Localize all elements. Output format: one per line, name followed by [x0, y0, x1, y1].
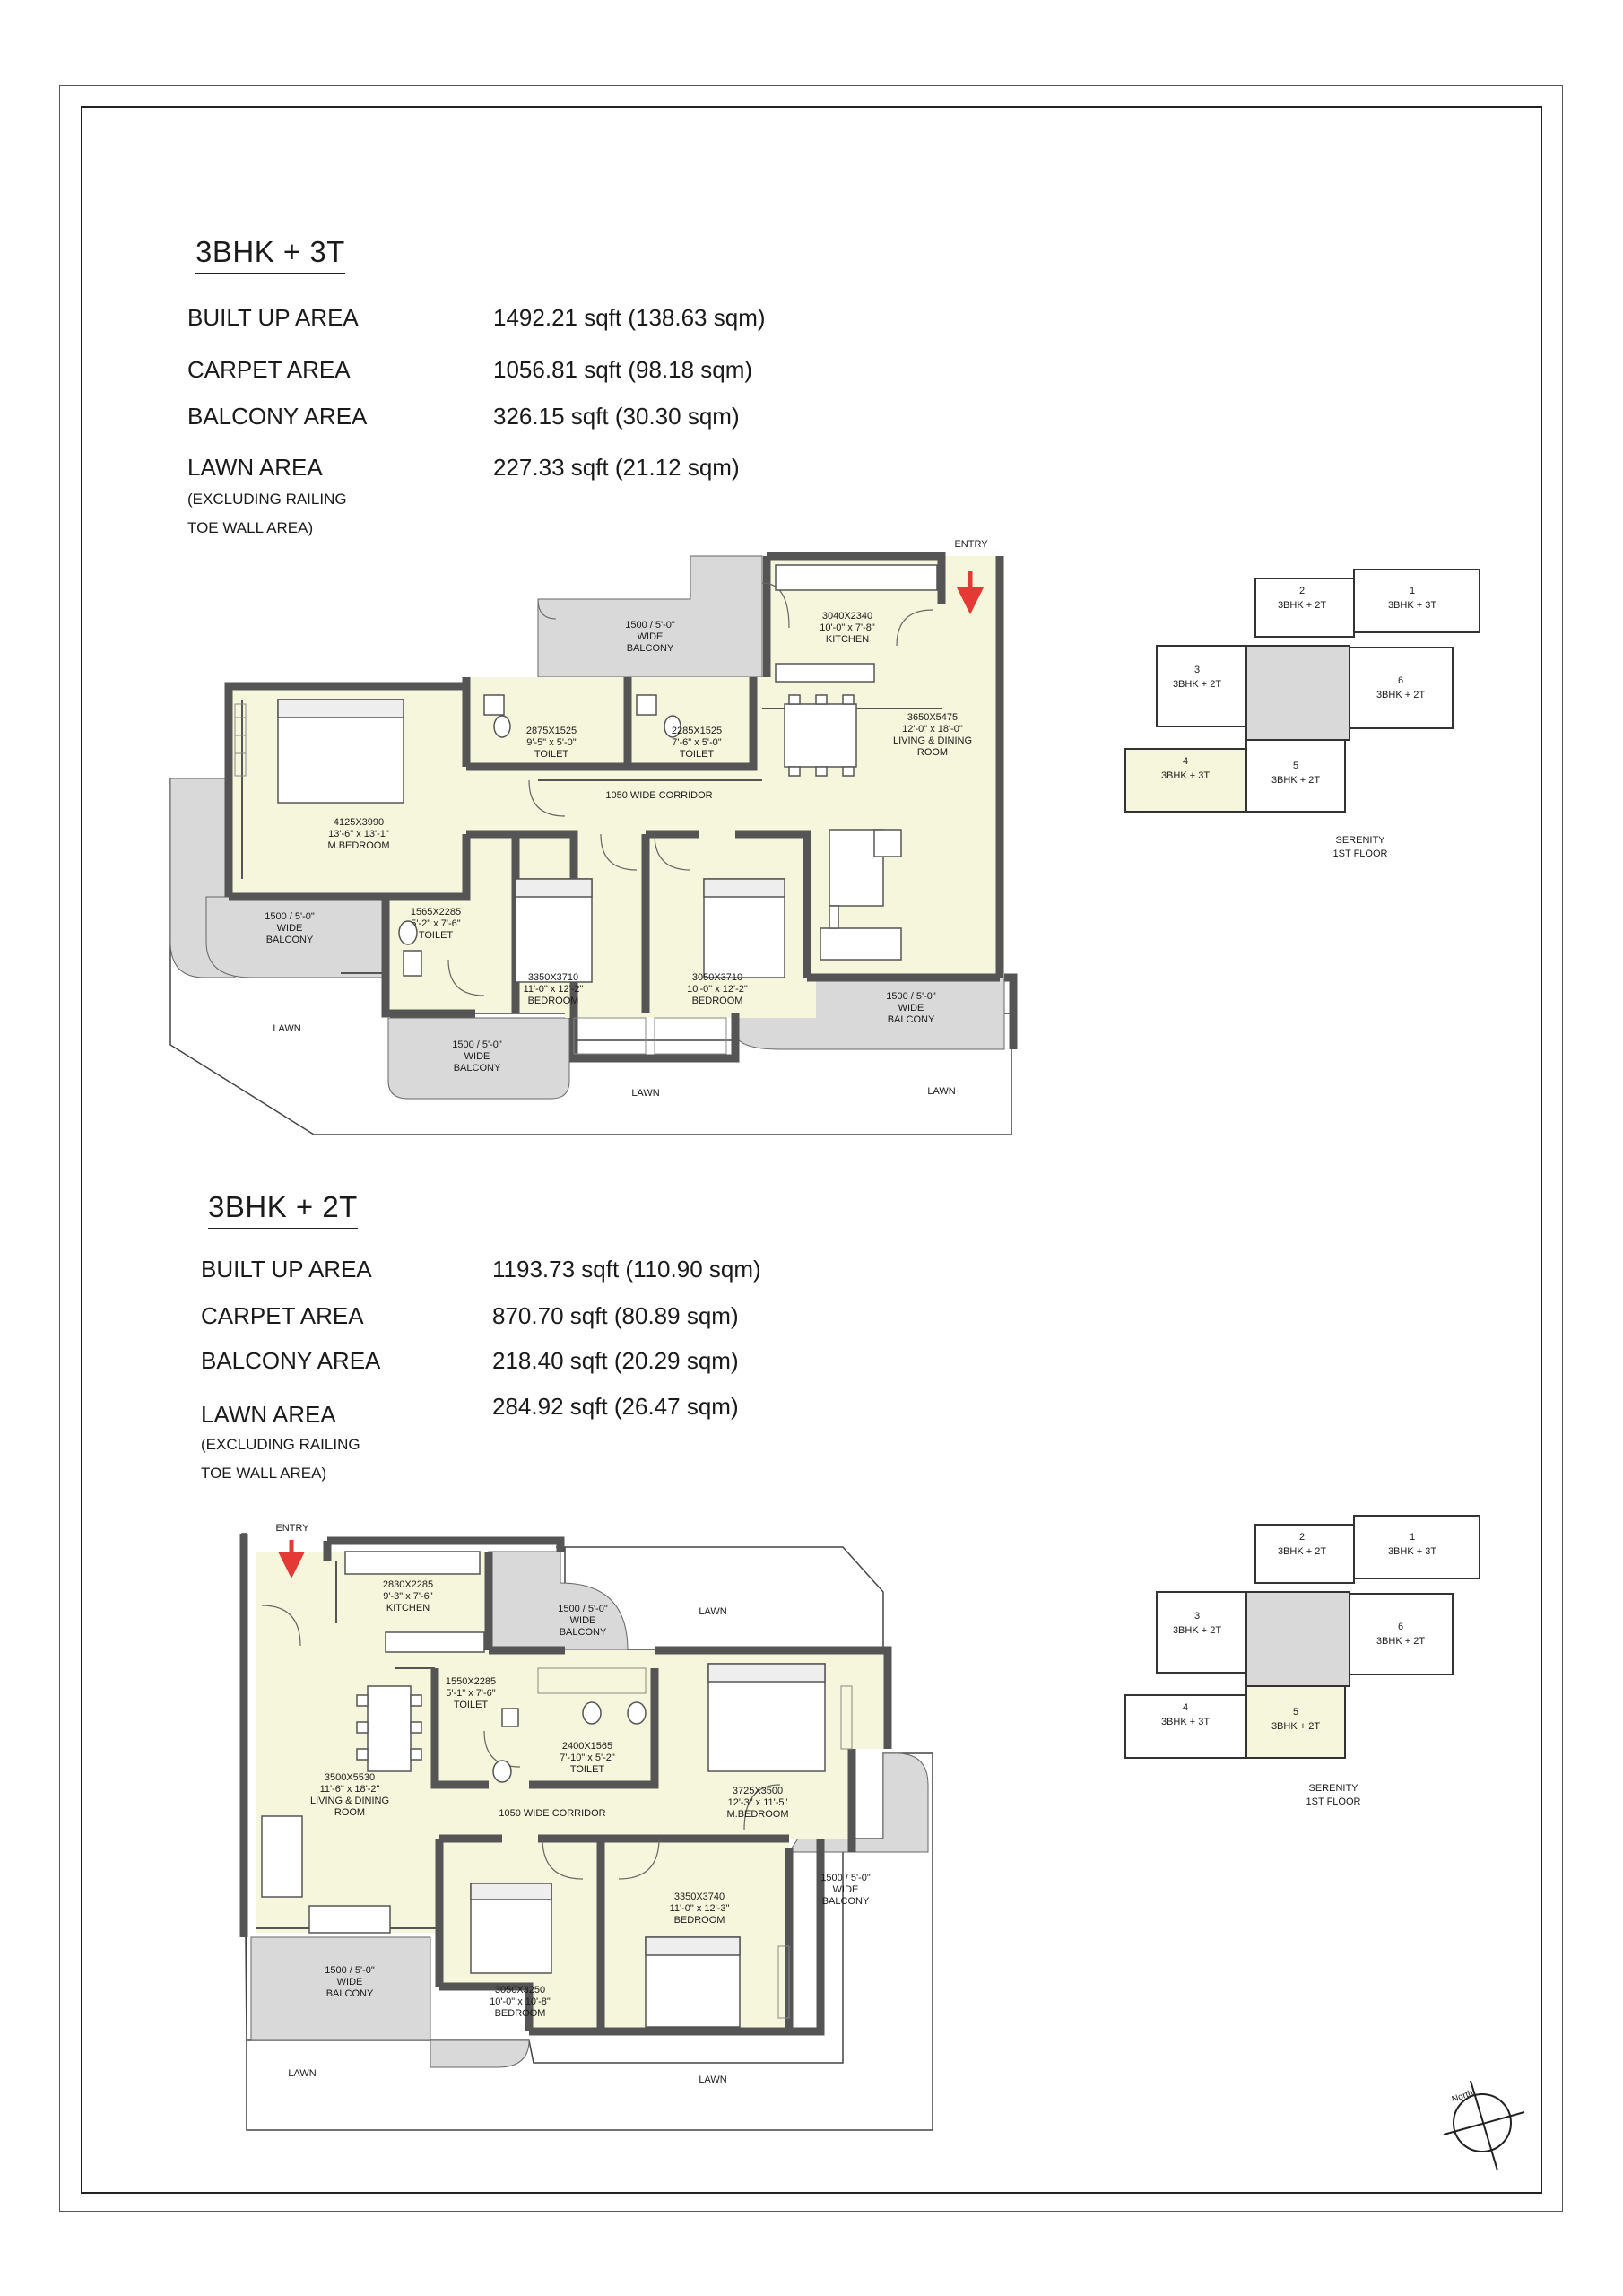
plan-2-balc-right-l2: WIDE: [832, 1884, 859, 1895]
plan-1-balcony-top-l2: WIDE: [637, 631, 664, 642]
kp1-wing-4-num: 4: [1182, 756, 1189, 767]
plan-1-balc-bottom-l2: WIDE: [464, 1051, 490, 1062]
unit-1-note-line2: TOE WALL AREA): [187, 519, 314, 536]
plan-2-bed2-ft: 10'-0" x 10'-8": [490, 1996, 551, 2007]
plan-2-toilet2-dim: 2400X1565: [561, 1741, 613, 1752]
kp1-wing-5-num: 5: [1292, 761, 1299, 771]
plan-1-bed1-dim: 3350X3710: [527, 972, 579, 983]
kp1-wing-1-num: 1: [1409, 586, 1416, 596]
plan-2-master-label: M.BEDROOM: [726, 1809, 789, 1820]
kp1-wing-3-label: 3BHK + 2T: [1172, 679, 1222, 690]
plan-2-bed2-dim: 3050X3250: [494, 1985, 546, 1996]
plan-1-living-ft: 12'-0" x 18'-0": [902, 724, 963, 735]
unit-1-carpet-value: 1056.81 sqft (98.18 sqm): [493, 356, 753, 383]
plan-2-balc-top-l2: WIDE: [569, 1615, 596, 1626]
plan-1-toilet3-dim: 1565X2285: [410, 907, 462, 918]
plan-2-bed1-dim: 3350X3740: [673, 1892, 725, 1902]
unit-2-balcony-label: BALCONY AREA: [201, 1347, 381, 1374]
plan-2-balc-top-l3: BALCONY: [559, 1627, 607, 1638]
plan-2-living-l1: LIVING & DINING: [309, 1796, 390, 1806]
plan-2-living-ft: 11'-6" x 18'-2": [319, 1784, 380, 1795]
plan-1-balcony-top-l3: BALCONY: [626, 643, 674, 654]
plan-1-master-label: M.BEDROOM: [327, 840, 390, 851]
plan-1-master-dim: 4125X3990: [333, 817, 385, 828]
plan-1-balcony-top-l1: 1500 / 5'-0": [625, 620, 675, 631]
kp1-caption-1: SERENITY: [1335, 835, 1385, 846]
plan-2-toilet1-label: TOILET: [453, 1700, 489, 1710]
kp2-wing-1-label: 3BHK + 3T: [1387, 1546, 1437, 1557]
kp2-caption-1: SERENITY: [1308, 1783, 1358, 1794]
kp2-wing-4-num: 4: [1182, 1702, 1189, 1713]
unit-1-balcony-label: BALCONY AREA: [187, 403, 368, 430]
kp1-wing-5-label: 3BHK + 2T: [1271, 775, 1321, 786]
kp1-wing-6-num: 6: [1397, 675, 1404, 686]
plan-2-balc-left-l1: 1500 / 5'-0": [325, 1965, 375, 1976]
plan-2-kitchen-label: KITCHEN: [386, 1603, 430, 1613]
plan-1-kitchen-dim: 3040X2340: [821, 611, 873, 622]
north-label: North: [1450, 2088, 1475, 2106]
plan-1-toilet1-label: TOILET: [534, 749, 569, 760]
plan-2-toilet1-ft: 5'-1" x 7'-6": [446, 1688, 496, 1699]
kp2-wing-3-label: 3BHK + 2T: [1172, 1625, 1222, 1636]
plan-1-toilet2-label: TOILET: [679, 749, 715, 760]
plan-2-bed2-label: BEDROOM: [494, 2008, 546, 2019]
plan-2-master-ft: 12'-3" x 11'-5": [727, 1797, 788, 1808]
unit-2-carpet-value: 870.70 sqft (80.89 sqm): [492, 1302, 739, 1329]
plan-1-living-l2: ROOM: [916, 747, 949, 758]
plan-1-lawn-1: LAWN: [273, 1023, 301, 1034]
kp1-wing-2-num: 2: [1298, 586, 1306, 596]
plan-2-lawn-2: LAWN: [699, 2074, 727, 2085]
plan-1-bed2-dim: 3050X3710: [691, 972, 743, 983]
plan-2-master-dim: 3725X3500: [732, 1786, 784, 1796]
unit-1-builtup-label: BUILT UP AREA: [187, 304, 359, 331]
kp2-wing-4-label: 3BHK + 3T: [1160, 1717, 1211, 1727]
plan-2-balc-right-l3: BALCONY: [821, 1896, 870, 1907]
plan-2-living-dim: 3500X5530: [324, 1772, 376, 1783]
unit-1-note-line1: (EXCLUDING RAILING: [187, 491, 347, 508]
unit-2-lawn-label: LAWN AREA: [201, 1401, 336, 1428]
unit-2-note-line1: (EXCLUDING RAILING: [201, 1436, 360, 1453]
plan-2-entry-label: ENTRY: [275, 1523, 309, 1534]
kp2-wing-1-num: 1: [1409, 1532, 1416, 1543]
plan-2-lawn-1: LAWN: [288, 2068, 317, 2079]
plan-2-toilet1-dim: 1550X2285: [445, 1676, 497, 1687]
plan-1-master-ft: 13'-6" x 13'-1": [328, 829, 389, 839]
plan-1-bed1-label: BEDROOM: [527, 996, 579, 1006]
kp2-wing-3-num: 3: [1193, 1611, 1201, 1622]
unit-1-lawn-label: LAWN AREA: [187, 454, 323, 481]
unit-2-builtup-value: 1193.73 sqft (110.90 sqm): [492, 1256, 761, 1283]
kp1-wing-3-num: 3: [1193, 665, 1201, 675]
plan-1-balc-left-l1: 1500 / 5'-0": [265, 911, 315, 922]
plan-1-toilet2-dim: 2285X1525: [671, 726, 723, 736]
kp1-wing-6-label: 3BHK + 2T: [1376, 690, 1426, 700]
plan-1-toilet3-ft: 5'-2" x 7'-6": [411, 918, 461, 929]
plan-2-bed1-ft: 11'-0" x 12'-3": [669, 1903, 730, 1914]
plan-2-kitchen-ft: 9'-3" x 7'-6": [383, 1591, 433, 1602]
unit-2-lawn-value: 284.92 sqft (26.47 sqm): [492, 1393, 739, 1420]
plan-2-bed1-label: BEDROOM: [673, 1915, 725, 1926]
plan-1-living-dim: 3650X5475: [907, 712, 959, 723]
kp2-wing-2-num: 2: [1298, 1532, 1306, 1543]
kp1-caption-2: 1ST FLOOR: [1332, 848, 1388, 859]
plan-1-balc-right-l1: 1500 / 5'-0": [886, 991, 936, 1002]
plan-1-toilet2-ft: 7'-6" x 5'-0": [672, 737, 722, 748]
plan-1-kitchen-label: KITCHEN: [825, 634, 870, 645]
plan-1-corridor: 1050 WIDE CORRIDOR: [605, 790, 713, 801]
plan-1-lawn-3: LAWN: [927, 1086, 956, 1097]
kp2-wing-2-label: 3BHK + 2T: [1277, 1546, 1327, 1557]
plan-1-balc-bottom-l1: 1500 / 5'-0": [452, 1039, 502, 1050]
kp2-wing-5-label: 3BHK + 2T: [1271, 1721, 1321, 1732]
unit-2-note-line2: TOE WALL AREA): [201, 1465, 327, 1482]
kp2-wing-5-num: 5: [1292, 1707, 1299, 1718]
plan-1-balc-right-l3: BALCONY: [887, 1014, 935, 1025]
unit-1-title: 3BHK + 3T: [195, 235, 345, 274]
plan-2-corridor: 1050 WIDE CORRIDOR: [499, 1808, 606, 1819]
plan-1-balc-right-l2: WIDE: [898, 1003, 924, 1013]
plan-1-entry-label: ENTRY: [954, 539, 988, 550]
plan-1-bed1-ft: 11'-0" x 12'-2": [523, 984, 584, 995]
unit-1-lawn-value: 227.33 sqft (21.12 sqm): [493, 454, 740, 481]
plan-2-balc-right-l1: 1500 / 5'-0": [820, 1873, 871, 1883]
plan-1-balc-bottom-l3: BALCONY: [453, 1063, 501, 1074]
kp2-wing-6-num: 6: [1397, 1622, 1404, 1632]
plan-2-balc-left-l3: BALCONY: [325, 1988, 374, 1999]
plan-1-toilet1-dim: 2875X1525: [525, 726, 577, 736]
unit-2-title: 3BHK + 2T: [208, 1190, 358, 1229]
plan-1-balc-left-l3: BALCONY: [265, 935, 314, 945]
kp1-wing-1-label: 3BHK + 3T: [1387, 600, 1437, 611]
plan-1-toilet3-label: TOILET: [418, 930, 454, 941]
plan-1-living-l1: LIVING & DINING: [892, 735, 973, 746]
plan-1-balc-left-l2: WIDE: [276, 923, 303, 934]
plan-1-bed2-label: BEDROOM: [691, 996, 743, 1006]
plan-2-kitchen-dim: 2830X2285: [382, 1579, 434, 1590]
unit-2-builtup-label: BUILT UP AREA: [201, 1256, 372, 1283]
plan-1-kitchen-ft: 10'-0" x 7'-8": [820, 622, 875, 633]
plan-2-living-l2: ROOM: [334, 1807, 366, 1818]
plan-1-lawn-2: LAWN: [631, 1088, 660, 1099]
unit-1-carpet-label: CARPET AREA: [187, 356, 351, 383]
plan-2-lawn-top: LAWN: [699, 1606, 727, 1617]
plan-1-toilet1-ft: 9'-5" x 5'-0": [526, 737, 577, 748]
kp2-caption-2: 1ST FLOOR: [1306, 1796, 1361, 1807]
kp2-wing-6-label: 3BHK + 2T: [1376, 1636, 1426, 1647]
unit-2-balcony-value: 218.40 sqft (20.29 sqm): [492, 1347, 739, 1374]
plan-1-bed2-ft: 10'-0" x 12'-2": [687, 984, 748, 995]
unit-1-balcony-value: 326.15 sqft (30.30 sqm): [493, 403, 740, 430]
plan-2-toilet2-label: TOILET: [569, 1764, 605, 1775]
plan-2-balc-top-l1: 1500 / 5'-0": [558, 1604, 608, 1614]
plan-2-toilet2-ft: 7'-10" x 5'-2": [560, 1752, 615, 1763]
plan-2-balc-left-l2: WIDE: [336, 1977, 363, 1987]
kp1-wing-4-label: 3BHK + 3T: [1160, 770, 1211, 781]
unit-1-builtup-value: 1492.21 sqft (138.63 sqm): [493, 304, 766, 331]
kp1-wing-2-label: 3BHK + 2T: [1277, 600, 1327, 611]
unit-2-carpet-label: CARPET AREA: [201, 1302, 364, 1329]
